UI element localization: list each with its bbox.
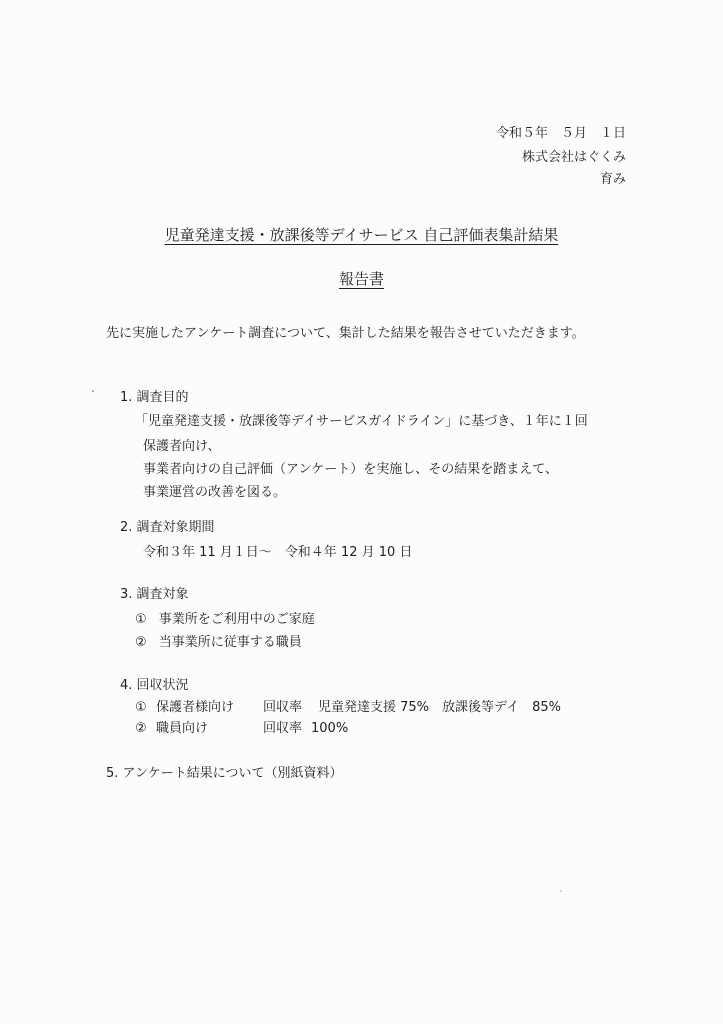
- section-5-heading: 5. アンケート結果について（別紙資料）: [106, 766, 343, 781]
- section-4-heading: 4. 回収状況: [120, 678, 189, 693]
- intro-text: 先に実施したアンケート調査について、集計した結果を報告させていただきます。: [106, 326, 585, 341]
- report-subtitle-text: 報告書: [338, 270, 384, 288]
- item-number: ①: [135, 612, 147, 627]
- company-name: 株式会社はぐくみ: [521, 150, 626, 165]
- item-label: 回収率: [263, 700, 303, 715]
- section-1-heading: 1. 調査目的: [120, 390, 189, 405]
- item-text: 当事業所に従事する職員: [158, 635, 302, 650]
- section-1-line-3: 事業者向けの自己評価（アンケート）を実施し、その結果を踏まえて、: [143, 462, 558, 477]
- section-4-item-1: [135, 700, 562, 716]
- item-number: ①: [135, 700, 147, 715]
- item-target: 保護者様向け: [156, 700, 235, 715]
- scan-speck: [92, 390, 94, 392]
- report-date: 令和５年 ５月 １日: [495, 126, 626, 141]
- item-text: 事業所をご利用中のご家庭: [158, 612, 315, 627]
- item-detail: 100%: [311, 721, 349, 736]
- report-title: [0, 226, 723, 245]
- item-label: 回収率: [263, 721, 303, 736]
- item-number: ②: [135, 721, 147, 736]
- scan-speck: [560, 890, 562, 892]
- section-1-line-1: 「児童発達支援・放課後等デイサービスガイドライン」に基づき、１年に１回: [135, 414, 588, 429]
- section-2-period: 令和３年 11 月１日～ 令和４年 12 月 10 日: [143, 545, 413, 560]
- item-number: ②: [135, 635, 147, 650]
- section-3-item-1: [135, 612, 315, 628]
- report-subtitle: [0, 270, 723, 289]
- section-4-item-2: [135, 721, 349, 737]
- section-1-line-4: 事業運営の改善を図る。: [143, 485, 287, 500]
- office-name: 育み: [599, 172, 626, 187]
- item-detail: 児童発達支援 75% 放課後等デイ 85%: [318, 700, 562, 715]
- section-2-heading: 2. 調査対象期間: [120, 520, 215, 535]
- section-1-line-2: 保護者向け、: [143, 439, 221, 454]
- section-3-heading: 3. 調査対象: [120, 587, 189, 602]
- section-3-item-2: [135, 635, 302, 651]
- report-title-text: 児童発達支援・放課後等デイサービス 自己評価表集計結果: [164, 226, 559, 244]
- item-target: 職員向け: [156, 721, 209, 736]
